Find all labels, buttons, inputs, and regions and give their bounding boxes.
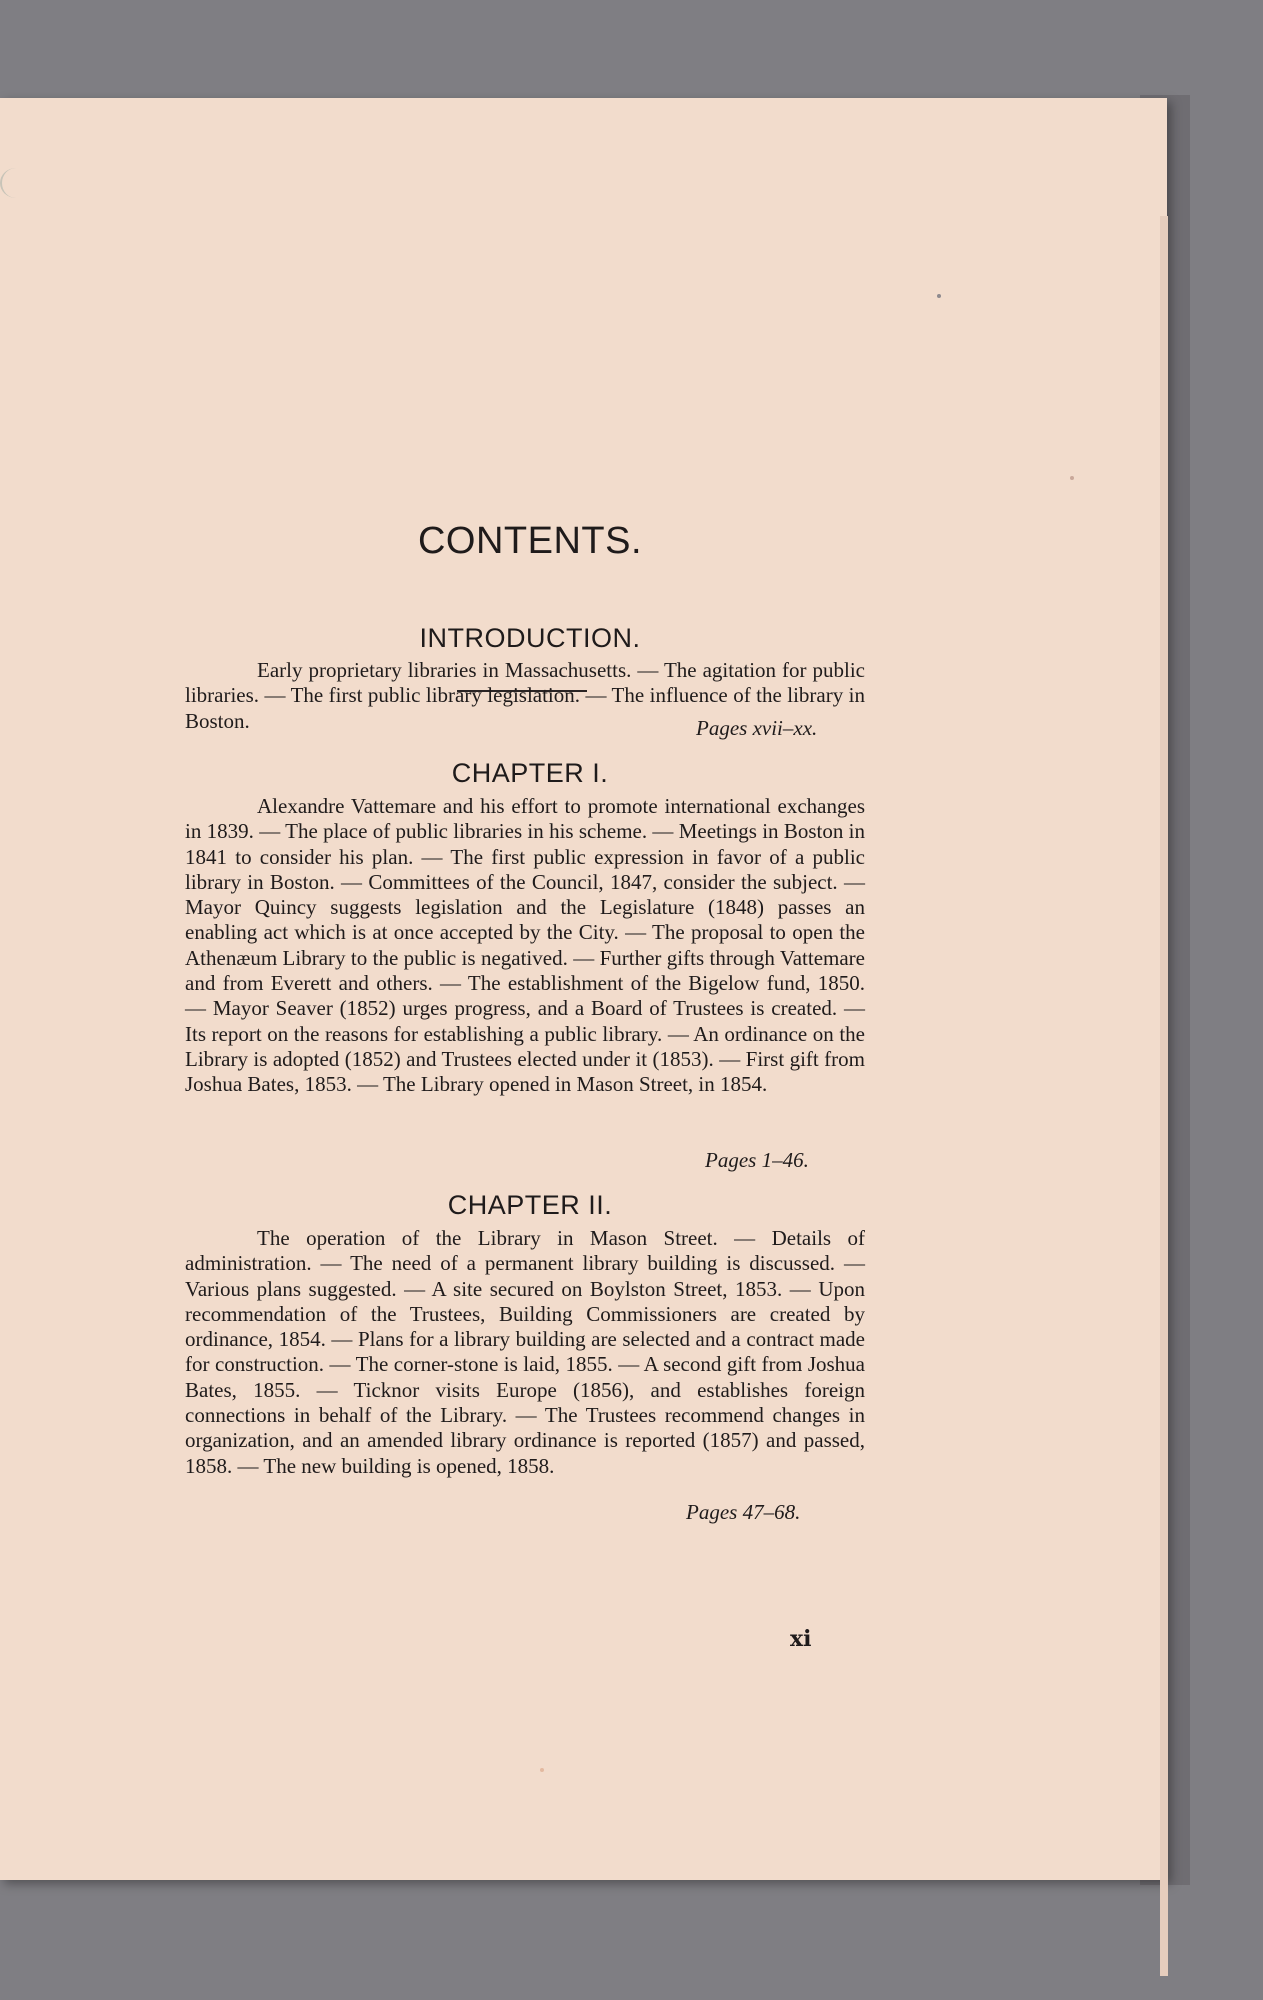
paper-speck xyxy=(540,1768,544,1772)
section-heading-chapter-2: CHAPTER II. xyxy=(447,1190,613,1220)
page-title: CONTENTS. xyxy=(417,520,643,562)
binding-thread xyxy=(0,168,32,198)
section-heading-chapter-1: CHAPTER I. xyxy=(451,758,609,788)
book-page xyxy=(0,98,1167,1880)
page-range-introduction: Pages xvii–xx. xyxy=(696,716,818,740)
page-range-chapter-2: Pages 47–68. xyxy=(686,1500,801,1524)
section-heading-introduction: INTRODUCTION. xyxy=(419,623,641,653)
section-body-introduction: Early proprietary libraries in Massachusetts. — The agitation for public libraries. — The first public library legislation. — The influence of the library in Boston. xyxy=(185,658,865,733)
paper-speck xyxy=(937,294,941,298)
page-range-chapter-1: Pages 1–46. xyxy=(705,1148,809,1172)
page-number: xi xyxy=(790,1626,812,1652)
section-body-chapter-1: Alexandre Vattemare and his effort to promote international exchanges in 1839. — The place of public libraries in his scheme. — Meetings in Boston in 1841 to consider his plan. — The first public expression in favor of a public library in Boston. — Committees of the Council, 1847, consider the subject. — Mayor Quincy suggests legislation and the Legislature (1848) passes an enabling act which is at once accepted by the City. — The proposal to open the Athenæum Library to the public is negatived. — Further gifts through Vattemare and from Everett and others. — The establishment of the Bigelow fund, 1850. — Mayor Seaver (1852) urges progress, and a Board of Trustees is created. — Its report on the reasons for establishing a public library. — An ordinance on the Library is adopted (1852) and Trustees elected under it (1853). — First gift from Joshua Bates, 1853. — The Library opened in Mason Street, in 1854. xyxy=(185,794,865,1097)
section-body-chapter-2: The operation of the Library in Mason Street. — Details of administration. — The need of a permanent library building is discussed. — Various plans suggested. — A site secured on Boylston Street, 1853. — Upon recommendation of the Trustees, Building Commissioners are created by ordinance, 1854. — Plans for a library building are selected and a contract made for construction. — The corner-stone is laid, 1855. — A second gift from Joshua Bates, 1855. — Ticknor visits Europe (1856), and establishes foreign connections in behalf of the Library. — The Trustees recommend changes in organization, and an amended library ordinance is reported (1857) and passed, 1858. — The new building is opened, 1858. xyxy=(185,1226,865,1478)
page-edge xyxy=(1160,216,1168,1976)
paper-speck xyxy=(1070,476,1074,480)
